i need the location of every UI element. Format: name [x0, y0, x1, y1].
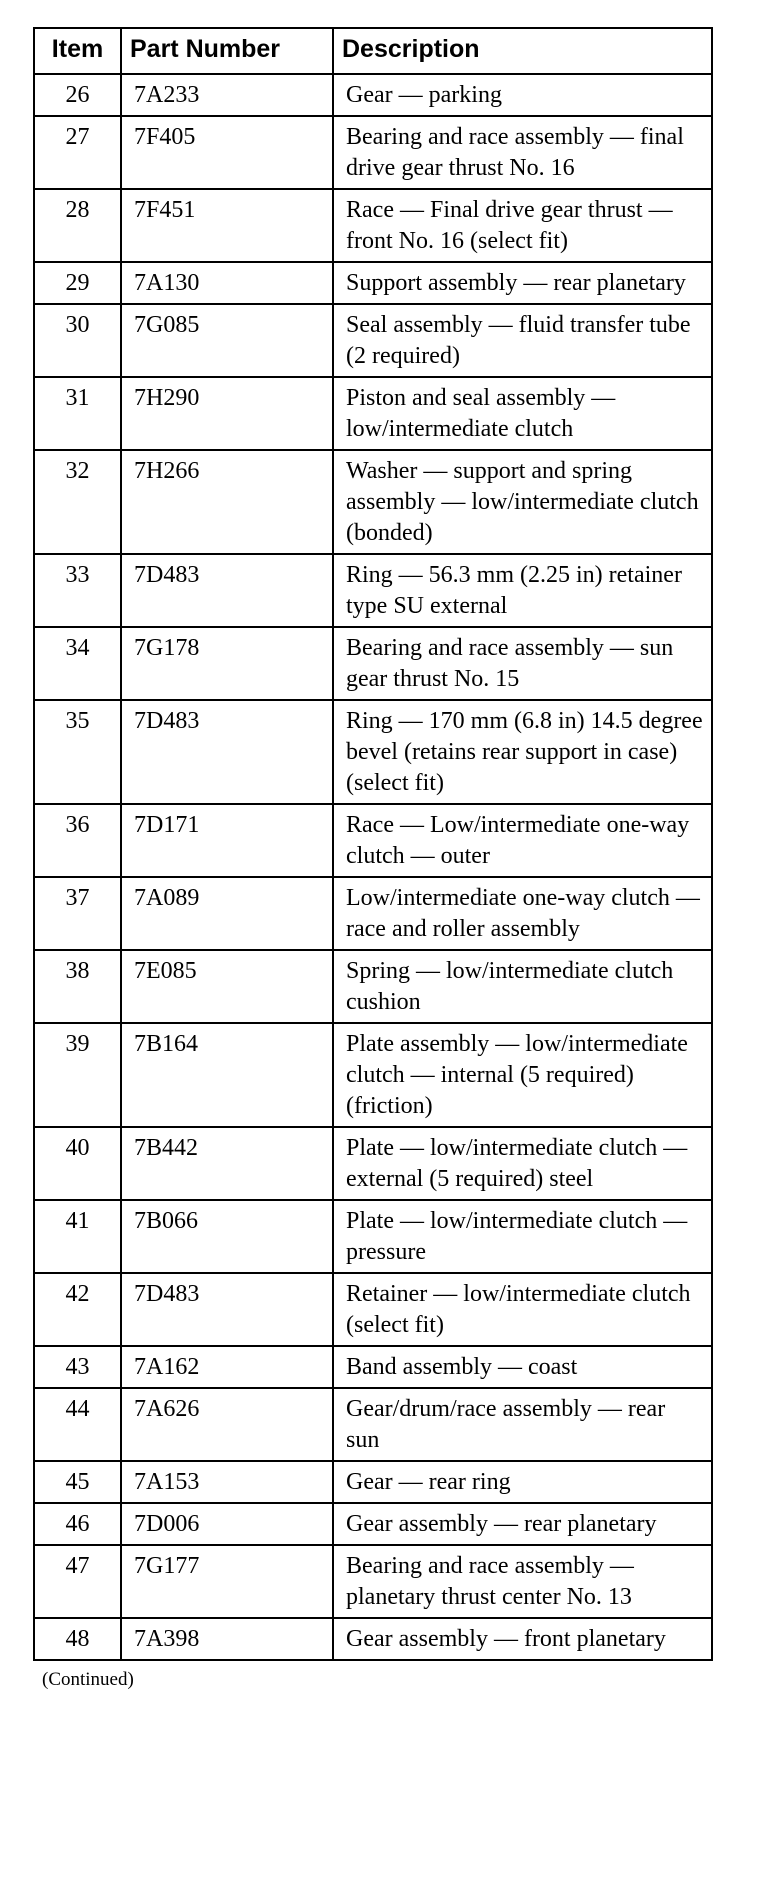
description-cell: Piston and seal assembly — low/intermediate clutch	[333, 377, 712, 450]
part-number-cell: 7A089	[121, 877, 333, 950]
part-number-cell: 7G178	[121, 627, 333, 700]
header-row	[34, 28, 712, 74]
description-cell: Spring — low/intermediate clutch cushion	[333, 950, 712, 1023]
description-cell: Bearing and race assembly — final drive gear thrust No. 16	[333, 116, 712, 189]
description-cell: Race — Low/intermediate one-way clutch — outer	[333, 804, 712, 877]
item-number-cell: 30	[34, 304, 121, 377]
item-number-cell: 41	[34, 1200, 121, 1273]
item-number-cell: 27	[34, 116, 121, 189]
table-row	[34, 1461, 712, 1503]
description-cell: Plate — low/intermediate clutch — external (5 required) steel	[333, 1127, 712, 1200]
part-number-cell: 7A233	[121, 74, 333, 116]
item-number-cell: 26	[34, 74, 121, 116]
item-number-cell: 47	[34, 1545, 121, 1618]
item-number-cell: 34	[34, 627, 121, 700]
table-row	[34, 189, 712, 262]
part-number-cell: 7A162	[121, 1346, 333, 1388]
item-number-cell: 38	[34, 950, 121, 1023]
table-row	[34, 877, 712, 950]
item-number-cell: 36	[34, 804, 121, 877]
part-number-cell: 7A153	[121, 1461, 333, 1503]
description-cell: Plate — low/intermediate clutch — pressure	[333, 1200, 712, 1273]
part-number-cell: 7G177	[121, 1545, 333, 1618]
description-cell: Low/intermediate one-way clutch — race and roller assembly	[333, 877, 712, 950]
table-row	[34, 74, 712, 116]
part-number-cell: 7A398	[121, 1618, 333, 1660]
table-row	[34, 700, 712, 804]
part-number-cell: 7D483	[121, 1273, 333, 1346]
part-number-cell: 7A626	[121, 1388, 333, 1461]
description-cell: Gear assembly — front planetary	[333, 1618, 712, 1660]
item-number-cell: 46	[34, 1503, 121, 1545]
description-cell: Race — Final drive gear thrust — front No. 16 (select fit)	[333, 189, 712, 262]
item-number-cell: 39	[34, 1023, 121, 1127]
table-row	[34, 554, 712, 627]
description-cell: Washer — support and spring assembly — low/intermediate clutch (bonded)	[333, 450, 712, 554]
table-row	[34, 804, 712, 877]
part-number-cell: 7D171	[121, 804, 333, 877]
table-row	[34, 450, 712, 554]
table-row	[34, 1618, 712, 1660]
table-row	[34, 1545, 712, 1618]
item-number-cell: 28	[34, 189, 121, 262]
table-row	[34, 1273, 712, 1346]
part-number-cell: 7D483	[121, 554, 333, 627]
table-row	[34, 1023, 712, 1127]
description-column-header: Description	[333, 28, 712, 74]
description-cell: Ring — 56.3 mm (2.25 in) retainer type SU external	[333, 554, 712, 627]
item-number-cell: 44	[34, 1388, 121, 1461]
part-number-cell: 7D483	[121, 700, 333, 804]
description-cell: Ring — 170 mm (6.8 in) 14.5 degree bevel (retains rear support in case) (select fit)	[333, 700, 712, 804]
table-row	[34, 627, 712, 700]
description-cell: Bearing and race assembly — sun gear thrust No. 15	[333, 627, 712, 700]
description-cell: Retainer — low/intermediate clutch (select fit)	[333, 1273, 712, 1346]
description-cell: Gear — rear ring	[333, 1461, 712, 1503]
description-cell: Gear — parking	[333, 74, 712, 116]
part-number-cell: 7E085	[121, 950, 333, 1023]
part-number-cell: 7F451	[121, 189, 333, 262]
item-number-cell: 45	[34, 1461, 121, 1503]
description-cell: Gear/drum/race assembly — rear sun	[333, 1388, 712, 1461]
description-cell: Support assembly — rear planetary	[333, 262, 712, 304]
table-row	[34, 262, 712, 304]
item-number-cell: 40	[34, 1127, 121, 1200]
table-row	[34, 1503, 712, 1545]
item-number-cell: 43	[34, 1346, 121, 1388]
table-row	[34, 950, 712, 1023]
table-header	[34, 28, 712, 74]
description-cell: Band assembly — coast	[333, 1346, 712, 1388]
part-number-column-header: Part Number	[121, 28, 333, 74]
part-number-cell: 7B066	[121, 1200, 333, 1273]
table-row	[34, 1200, 712, 1273]
item-number-cell: 31	[34, 377, 121, 450]
description-cell: Seal assembly — fluid transfer tube (2 required)	[333, 304, 712, 377]
table-body	[34, 74, 712, 1660]
table-row	[34, 1388, 712, 1461]
parts-table	[33, 27, 713, 1661]
part-number-cell: 7F405	[121, 116, 333, 189]
table-row	[34, 377, 712, 450]
part-number-cell: 7B164	[121, 1023, 333, 1127]
continued-note: (Continued)	[42, 1669, 134, 1690]
description-cell: Plate assembly — low/intermediate clutch — internal (5 required) (friction)	[333, 1023, 712, 1127]
item-column-header: Item	[34, 28, 121, 74]
table-row	[34, 304, 712, 377]
part-number-cell: 7H266	[121, 450, 333, 554]
table-row	[34, 1346, 712, 1388]
part-number-cell: 7D006	[121, 1503, 333, 1545]
part-number-cell: 7H290	[121, 377, 333, 450]
part-number-cell: 7G085	[121, 304, 333, 377]
item-number-cell: 37	[34, 877, 121, 950]
item-number-cell: 42	[34, 1273, 121, 1346]
table-row	[34, 1127, 712, 1200]
part-number-cell: 7A130	[121, 262, 333, 304]
description-cell: Bearing and race assembly — planetary thrust center No. 13	[333, 1545, 712, 1618]
description-cell: Gear assembly — rear planetary	[333, 1503, 712, 1545]
item-number-cell: 35	[34, 700, 121, 804]
item-number-cell: 33	[34, 554, 121, 627]
table-row	[34, 116, 712, 189]
item-number-cell: 48	[34, 1618, 121, 1660]
part-number-cell: 7B442	[121, 1127, 333, 1200]
item-number-cell: 32	[34, 450, 121, 554]
item-number-cell: 29	[34, 262, 121, 304]
